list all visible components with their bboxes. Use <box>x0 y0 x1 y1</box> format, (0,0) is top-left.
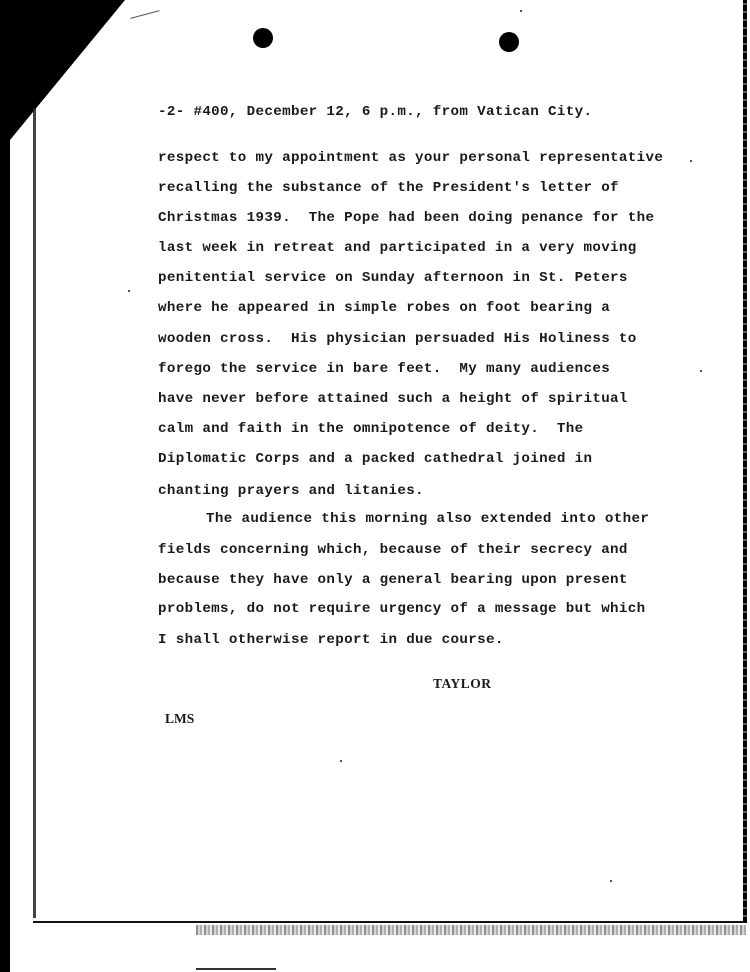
page-shadow-mark <box>196 968 276 970</box>
text-line: chanting prayers and litanies. <box>158 483 424 499</box>
scan-speck <box>610 880 612 882</box>
text-line: Diplomatic Corps and a packed cathedral joined in <box>158 451 593 467</box>
scan-speck <box>700 370 702 372</box>
typist-initials: LMS <box>165 711 195 726</box>
text-line: recalling the substance of the President's letter of <box>158 180 619 196</box>
text-line: respect to my appointment as your personal representative <box>158 150 664 166</box>
signature: TAYLOR <box>433 676 492 691</box>
page-edge-left <box>33 108 36 918</box>
scan-dark-corner <box>0 0 125 140</box>
scan-scratch-mark <box>130 10 159 19</box>
scan-speck <box>340 760 342 762</box>
scan-left-border <box>0 100 10 972</box>
punch-hole-left <box>253 28 273 48</box>
text-line: wooden cross. His physician persuaded His Holiness to <box>158 331 637 347</box>
text-line: because they have only a general bearing upon present <box>158 572 628 588</box>
text-line: I shall otherwise report in due course. <box>158 632 504 648</box>
text-line: problems, do not require urgency of a message but which <box>158 601 646 617</box>
scan-speck <box>128 290 130 292</box>
text-line: forego the service in bare feet. My many audiences <box>158 361 611 377</box>
punch-hole-right <box>499 32 519 52</box>
text-line: last week in retreat and participated in a very moving <box>158 240 637 256</box>
document-header: -2- #400, December 12, 6 p.m., from Vatican City. <box>158 104 593 120</box>
text-line: have never before attained such a height of spiritual <box>158 391 628 407</box>
text-line: penitential service on Sunday afternoon in St. Peters <box>158 270 628 286</box>
text-line: Christmas 1939. The Pope had been doing penance for the <box>158 210 655 226</box>
text-line: where he appeared in simple robes on foot bearing a <box>158 300 611 316</box>
page-edge-right <box>743 0 747 922</box>
page-edge-bottom <box>33 921 747 923</box>
text-line: fields concerning which, because of their secrecy and <box>158 542 628 558</box>
scan-speck <box>520 10 522 12</box>
page-shadow-bottom <box>196 925 746 935</box>
text-line: calm and faith in the omnipotence of deity. The <box>158 421 584 437</box>
scan-speck <box>690 160 692 162</box>
text-line: The audience this morning also extended into other <box>206 511 650 527</box>
